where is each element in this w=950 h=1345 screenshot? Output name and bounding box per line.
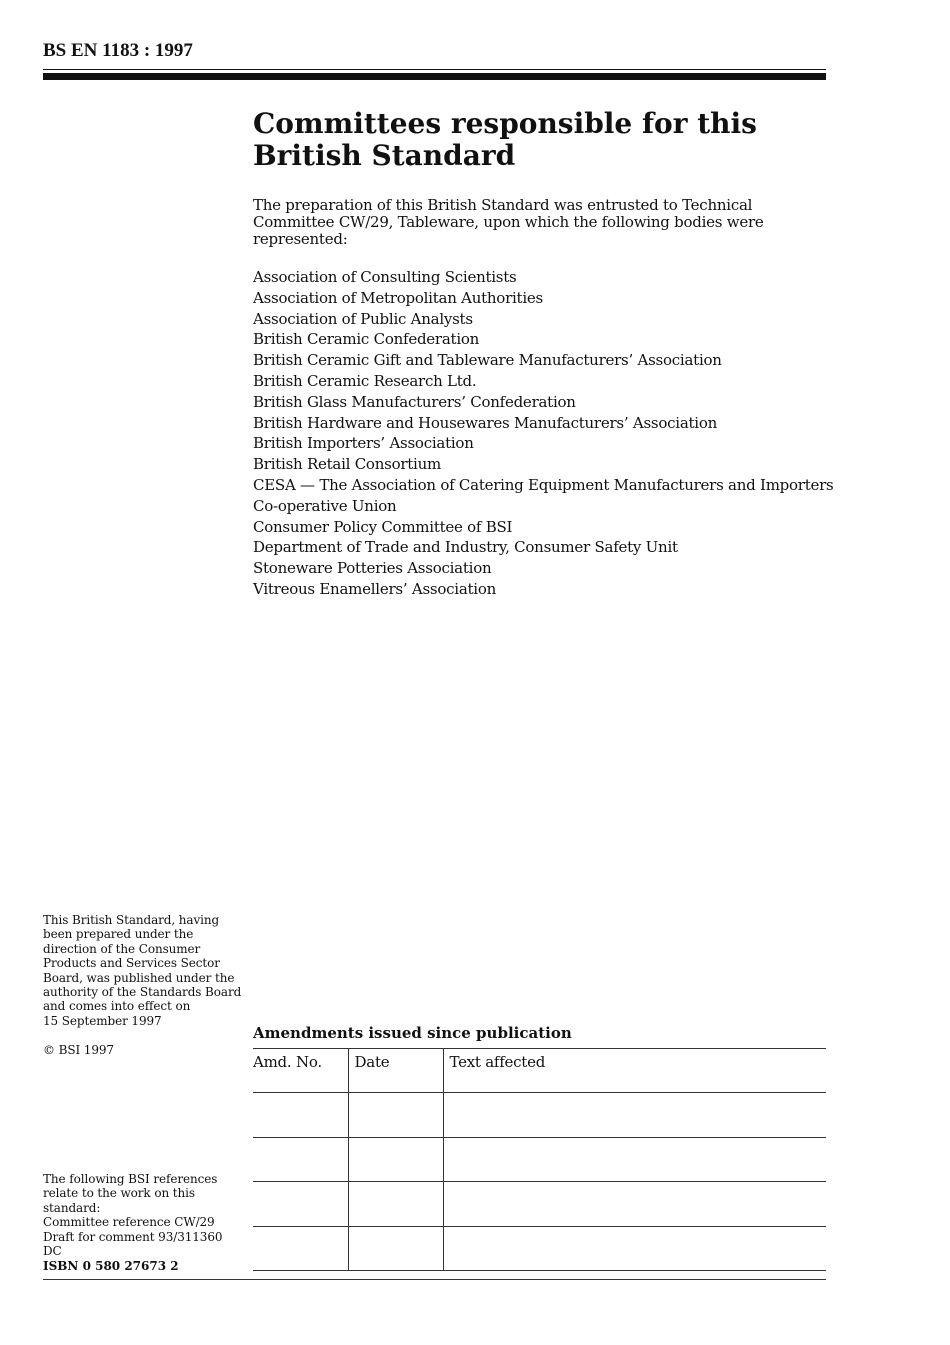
list-item: Stoneware Potteries Association bbox=[253, 559, 492, 578]
list-item: British Ceramic Gift and Tableware Manufacturers’ Association bbox=[253, 351, 722, 370]
title-line-1: Committees responsible for this bbox=[253, 107, 757, 140]
table-row bbox=[253, 1182, 826, 1227]
table-cell bbox=[443, 1137, 826, 1182]
list-item: Association of Public Analysts bbox=[253, 309, 473, 328]
table-cell bbox=[253, 1093, 348, 1138]
publication-note bbox=[43, 913, 243, 1028]
list-item: British Retail Consortium bbox=[253, 455, 441, 474]
table-header-row bbox=[253, 1049, 826, 1093]
list-item: Co-operative Union bbox=[253, 496, 397, 515]
list-item: British Ceramic Research Ltd. bbox=[253, 371, 477, 390]
represented-bodies-list bbox=[253, 267, 834, 600]
copyright-notice: © BSI 1997 bbox=[43, 1043, 114, 1057]
list-item: Department of Trade and Industry, Consumer Safety Unit bbox=[253, 538, 678, 557]
bsi-references bbox=[43, 1172, 243, 1258]
table-row bbox=[253, 1137, 826, 1182]
list-item: Association of Metropolitan Authorities bbox=[253, 288, 543, 307]
committee-reference: Committee reference CW/29 bbox=[43, 1215, 215, 1230]
title-line-2: British Standard bbox=[253, 139, 516, 172]
column-header-text-affected: Text affected bbox=[443, 1049, 826, 1093]
table-cell bbox=[348, 1137, 443, 1182]
table-cell bbox=[253, 1182, 348, 1227]
table-row bbox=[253, 1093, 826, 1138]
header-rule-thick bbox=[43, 73, 826, 80]
effective-date: 15 September 1997 bbox=[43, 1013, 162, 1028]
table-cell bbox=[348, 1226, 443, 1271]
table-row bbox=[253, 1226, 826, 1271]
amendments-title: Amendments issued since publication bbox=[253, 1024, 572, 1042]
header-rule-thin bbox=[43, 69, 826, 70]
table-cell bbox=[253, 1226, 348, 1271]
list-item: CESA — The Association of Catering Equipment Manufacturers and Importers bbox=[253, 475, 834, 494]
table-cell bbox=[348, 1182, 443, 1227]
table-cell bbox=[443, 1093, 826, 1138]
intro-paragraph: The preparation of this British Standard was entrusted to Technical Committee CW/29, Tableware, upon which the following bodies were represented: bbox=[253, 196, 764, 248]
draft-reference: Draft for comment 93/311360 DC bbox=[43, 1229, 223, 1259]
list-item: Association of Consulting Scientists bbox=[253, 268, 517, 286]
page-title bbox=[253, 108, 813, 172]
standard-number-header: BS EN 1183 : 1997 bbox=[43, 40, 193, 61]
column-header-date: Date bbox=[348, 1049, 443, 1093]
references-intro: The following BSI references relate to the work on this standard: bbox=[43, 1172, 218, 1215]
list-item: British Hardware and Housewares Manufacturers’ Association bbox=[253, 413, 718, 432]
amendments-table bbox=[253, 1048, 826, 1271]
table-cell bbox=[348, 1093, 443, 1138]
list-item: Consumer Policy Committee of BSI bbox=[253, 517, 513, 536]
isbn: ISBN 0 580 27673 2 bbox=[43, 1259, 179, 1273]
table-cell bbox=[253, 1137, 348, 1182]
table-cell bbox=[443, 1182, 826, 1227]
footer-rule bbox=[43, 1279, 826, 1280]
list-item: British Ceramic Confederation bbox=[253, 330, 480, 349]
list-item: British Glass Manufacturers’ Confederation bbox=[253, 392, 576, 411]
table-cell bbox=[443, 1226, 826, 1271]
list-item: Vitreous Enamellers’ Association bbox=[253, 579, 497, 598]
column-header-amd-no: Amd. No. bbox=[253, 1049, 348, 1093]
list-item: British Importers’ Association bbox=[253, 434, 474, 453]
publication-note-text: This British Standard, having been prepared under the direction of the Consumer Products and Services Sector Board, was published under the authority of the Standards Board and comes into effect on bbox=[43, 913, 242, 1014]
